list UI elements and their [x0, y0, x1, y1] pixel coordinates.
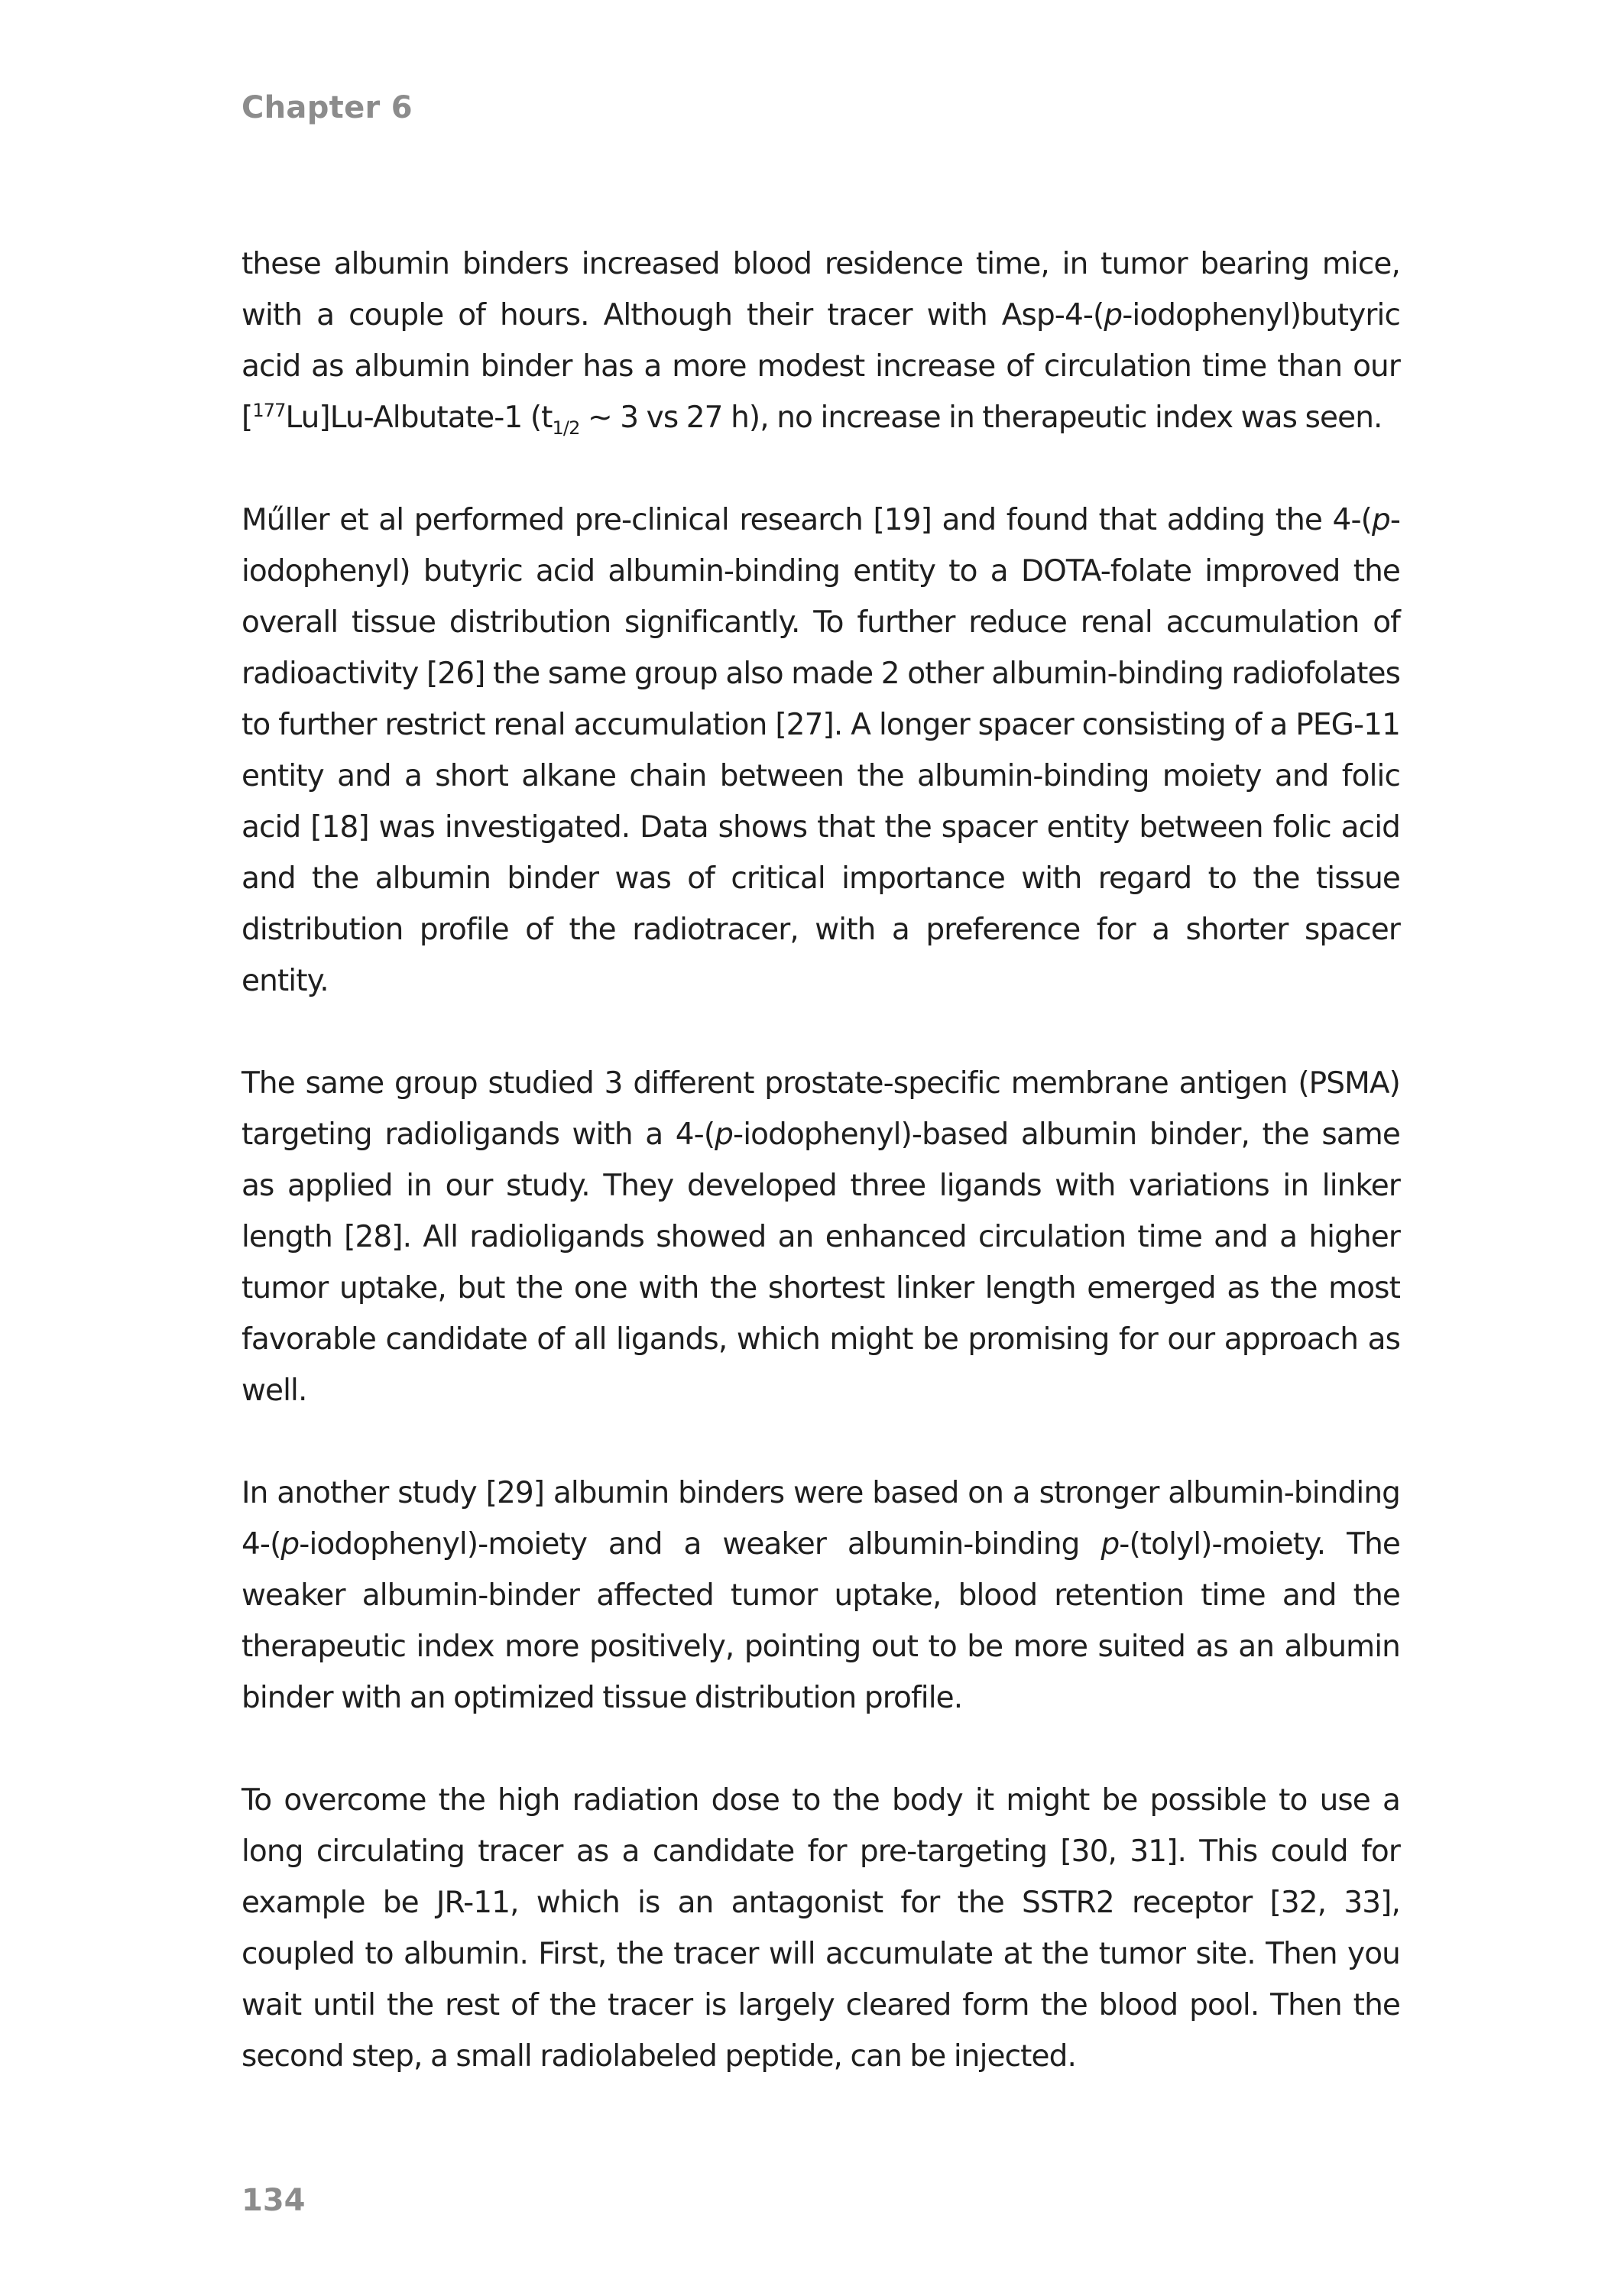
chapter-header: Chapter 6	[241, 90, 413, 125]
paragraph	[241, 1775, 1400, 2082]
text-run: these albumin binders increased blood residence time, in tumor bearing mice, with a couple of hours. Although their tracer with Asp-4-(	[241, 247, 1400, 332]
subscript-text: 1/2	[552, 417, 580, 439]
text-run: -(tolyl)-moiety. The weaker albumin-binder affected tumor uptake, blood retention time and the therapeutic index more positively, pointing out to be more suited as an albumin binder with an optimized tissue distribution profile.	[241, 1527, 1400, 1715]
text-run: Műller et al performed pre-clinical research [19] and found that adding the 4-(	[241, 503, 1372, 537]
italic-text: p	[715, 1117, 734, 1152]
italic-text: p	[1100, 1527, 1120, 1562]
paragraph	[241, 495, 1400, 1007]
text-run: -iodophenyl)butyric acid as albumin binder has a more modest increase of circulation time than our [	[241, 298, 1400, 435]
text-run: To overcome the high radiation dose to the body it might be possible to use a long circulating tracer as a candidate for pre-targeting [30, 31]. This could for example be JR-11, which is an antagonist for the SSTR2 receptor [32, 33], coupled to albumin. First, the tracer will accumulate at the tumor site. Then you wait until the rest of the tracer is largely cleared form the blood pool. Then the second step, a small radiolabeled peptide, can be injected.	[241, 1783, 1400, 2074]
page-number: 134	[241, 2183, 306, 2218]
text-run: In another study [29] albumin binders were based on a stronger albumin-binding 4-(	[241, 1476, 1400, 1562]
text-run: -iodophenyl) butyric acid albumin-binding entity to a DOTA-folate improved the overall tissue distribution significantly. To further reduce renal accumulation of radioactivity [26] the same group also made 2 other albumin-binding radiofolates to further restrict renal accumulation [27]. A longer spacer consisting of a PEG-11 entity and a short alkane chain between the albumin-binding moiety and folic acid [18] was investigated. Data shows that the spacer entity between folic acid and the albumin binder was of critical importance with regard to the tissue distribution profile of the radiotracer, with a preference for a shorter spacer entity.	[241, 503, 1400, 998]
text-run: -iodophenyl)-moiety and a weaker albumin-binding	[299, 1527, 1101, 1562]
superscript-text: 177	[252, 400, 286, 421]
italic-text: p	[1104, 298, 1123, 332]
text-run: Lu]Lu-Albutate-1 (t	[285, 401, 553, 435]
paragraph	[241, 1058, 1400, 1416]
italic-text: p	[280, 1527, 300, 1562]
body-text	[241, 238, 1400, 2082]
text-run: ~ 3 vs 27 h), no increase in therapeutic index was seen.	[579, 401, 1383, 435]
text-run: -iodophenyl)-based albumin binder, the same as applied in our study. They developed three ligands with variations in linker length [28]. All radioligands showed an enhanced circulation time and a higher tumor uptake, but the one with the shortest linker length emerged as the most favorable candidate of all ligands, which might be promising for our approach as well.	[241, 1117, 1400, 1408]
paragraph	[241, 238, 1400, 443]
paragraph	[241, 1468, 1400, 1724]
text-run: The same group studied 3 different prostate-specific membrane antigen (PSMA) targeting radioligands with a 4-(	[241, 1066, 1400, 1152]
italic-text: p	[1371, 503, 1390, 537]
